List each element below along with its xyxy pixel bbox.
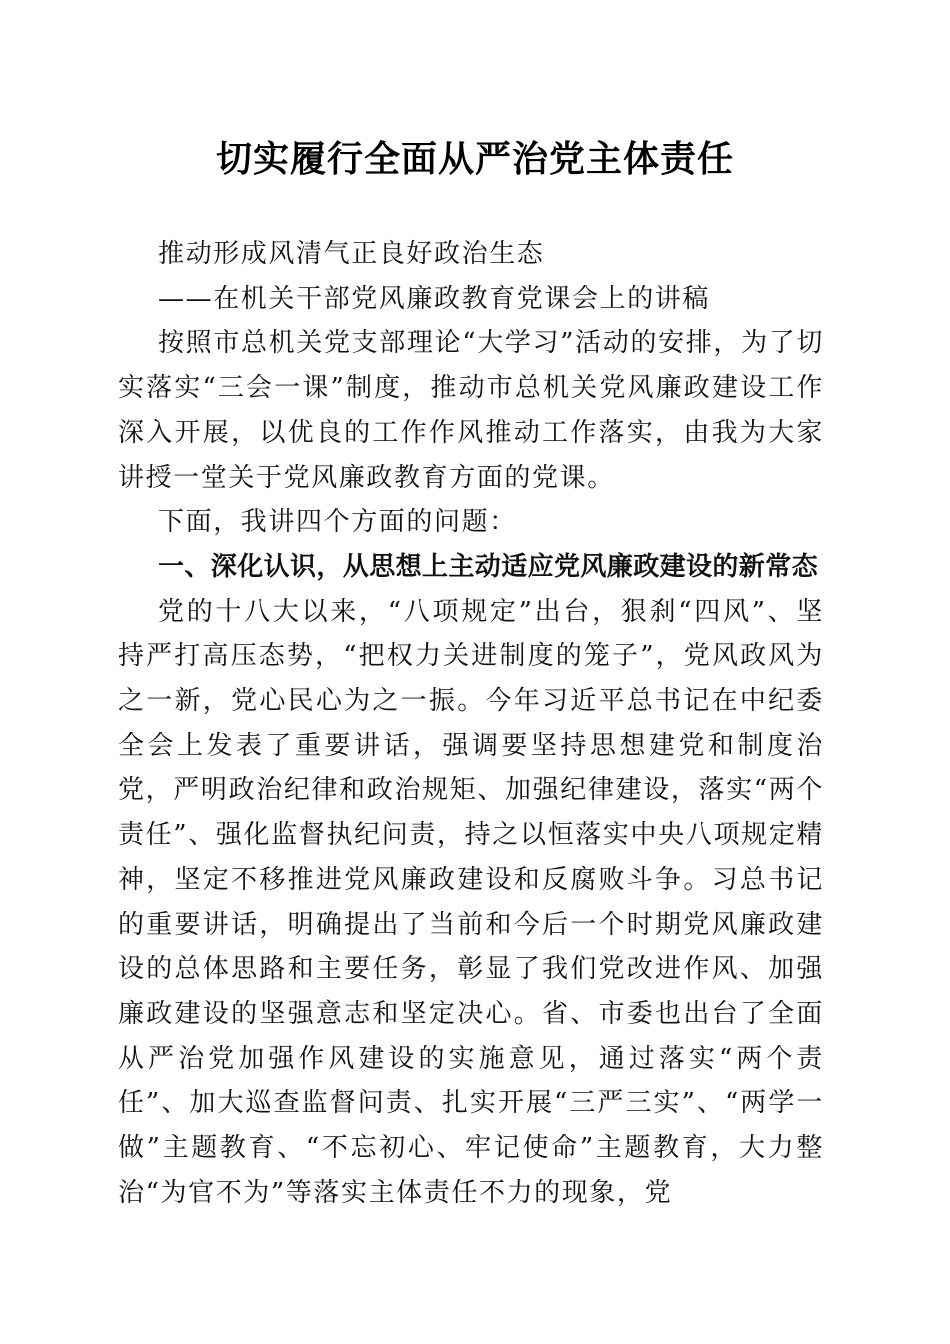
subtitle-occasion-line: ——在机关干部党风廉政教育党课会上的讲稿 xyxy=(158,283,711,314)
document-title: 切实履行全面从严治党主体责任 xyxy=(215,139,734,180)
outline-paragraph: 下面，我讲四个方面的问题： xyxy=(158,507,517,538)
subtitle-line: 推动形成风清气正良好政治生态 xyxy=(158,239,545,269)
intro-paragraph: 按照市总机关党支部理论“大学习”活动的安排，为了切实落实“三会一课”制度，推动市总机关党风廉政建设工作深入开展，以优良的工作作风推动工作落实，由我为大家讲授一堂关于党风廉政教育方面的党课。 xyxy=(118,328,824,493)
body-paragraph: 党的十八大以来，“八项规定”出台，狠刹“四风”、坚持严打高压态势，“把权力关进制度的笼子”，党风政风为之一新，党心民心为之一振。今年习近平总书记在中纪委全会上发表了重要讲话，强调要坚持思想建党和制度治党，严明政治纪律和政治规矩、加强纪律建设，落实“两个责任”、强化监督执纪问责，持之以恒落实中央八项规定精神，坚定不移推进党风廉政建设和反腐败斗争。习总书记的重要讲话，明确提出了当前和今后一个时期党风廉政建设的总体思路和主要任务，彰显了我们党改进作风、加强廉政建设的坚强意志和坚定决心。省、市委也出台了全面从严治党加强作风建设的实施意见，通过落实“两个责任”、加大巡查监督问责、扎实开展“三严三实”、“两学一做”主题教育、“不忘初心、牢记使命”主题教育，大力整治“为官不为”等落实主体责任不力的现象，党 xyxy=(118,596,824,1208)
section-heading-1: 一、深化认识，从思想上主动适应党风廉政建设的新常态 xyxy=(158,551,819,582)
document-body xyxy=(118,232,824,1215)
